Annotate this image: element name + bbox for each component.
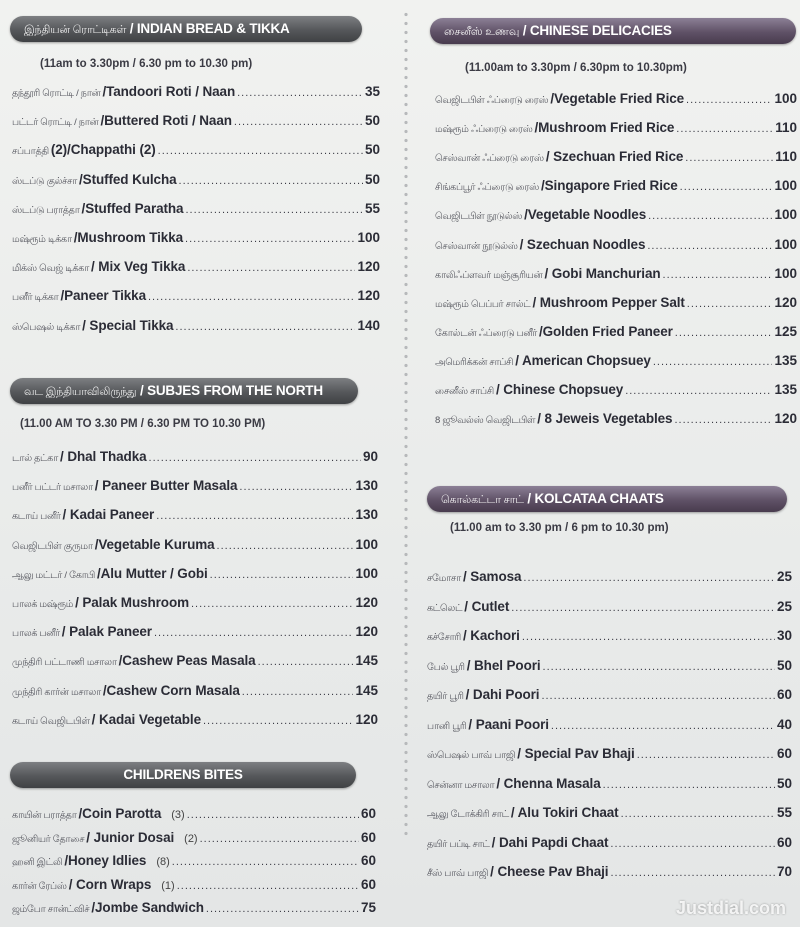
- menu-item: [427, 774, 792, 794]
- menu-item-tamil-name: ஸ்டப்டு பராத்தா: [12, 204, 80, 216]
- menu-item-name: /Alu Mutter / Gobi: [96, 565, 208, 581]
- dot-leader: [179, 171, 363, 191]
- menu-item-price: 35: [364, 84, 380, 99]
- dot-leader: [522, 627, 775, 647]
- menu-item-price: 90: [362, 449, 378, 464]
- column-divider: [403, 10, 409, 840]
- menu-item: [12, 199, 380, 219]
- dot-leader: [234, 112, 363, 132]
- north-header-title: / SUBJES FROM THE NORTH: [139, 383, 323, 398]
- menu-item: [12, 593, 378, 613]
- menu-item-name: /Stuffed Kulcha: [79, 171, 177, 187]
- menu-item-name: / Kadai Paneer: [62, 507, 155, 523]
- menu-item-tamil-name: கார்ன் ரேப்ஸ்: [12, 880, 67, 892]
- menu-item-price: 60: [360, 876, 376, 892]
- menu-item-quantity: (3): [171, 809, 185, 821]
- menu-item: [12, 505, 378, 525]
- menu-item-tamil-name: செஸ்வான் ஃப்ரைடு ரைஸ்: [435, 153, 544, 165]
- north-timing: (11.00 AM TO 3.30 PM / 6.30 PM TO 10.30 PM): [20, 418, 266, 430]
- north-header: [10, 378, 358, 404]
- menu-item: [12, 111, 380, 131]
- menu-item-tamil-name: வெஜிடபிள் குருமா: [12, 540, 93, 552]
- menu-item-name: / Chinese Chopsuey: [495, 382, 624, 397]
- menu-item: [12, 898, 376, 918]
- menu-item-tamil-name: தயிர் பப்டி சாட்: [427, 838, 490, 850]
- menu-item-name: /Vegetable Fried Rice: [550, 91, 685, 106]
- menu-item-name: / Paani Poori: [468, 716, 549, 732]
- menu-item-price: 130: [355, 478, 378, 494]
- menu-item-price: 60: [360, 806, 376, 821]
- menu-item-name: / Paneer Butter Masala: [94, 478, 238, 494]
- dot-leader: [675, 323, 773, 343]
- menu-item-price: 120: [355, 595, 378, 610]
- menu-item-name: /Mushroom Fried Rice: [534, 120, 675, 136]
- menu-item: [435, 293, 797, 313]
- menu-item-tamil-name: ஸ்பெஷல் டிக்கா: [12, 321, 81, 333]
- menu-item-tamil-name: கச்சோரி: [427, 632, 461, 643]
- menu-item: [435, 264, 797, 284]
- menu-item-price: 60: [360, 853, 376, 868]
- menu-item: [12, 564, 378, 584]
- menu-item-name: / Kachori: [462, 628, 520, 643]
- menu-item-name: / Palak Paneer: [61, 624, 152, 640]
- menu-item-tamil-name: கட்லெட்: [427, 602, 463, 614]
- dot-leader: [206, 899, 359, 919]
- menu-item-tamil-name: பாலக் பனீர்: [12, 628, 60, 640]
- menu-item-name: / Dahi Papdi Chaat: [491, 834, 609, 850]
- menu-item-tamil-name: பட்டர் ரொட்டி / நான்: [12, 117, 99, 129]
- menu-item-name: /Mushroom Tikka: [73, 230, 184, 245]
- menu-item-name: / Szechuan Fried Rice: [545, 149, 684, 165]
- chaats-timing: (11.00 am to 3.30 pm / 6 pm to 10.30 pm): [450, 522, 669, 534]
- menu-item-price: 50: [776, 657, 792, 673]
- menu-item-tamil-name: முந்திரி கார்ன் மசாலா: [12, 686, 101, 698]
- menu-item-price: 40: [776, 716, 792, 732]
- dot-leader: [686, 90, 772, 110]
- menu-item: [12, 622, 378, 642]
- menu-item-price: 145: [355, 653, 378, 669]
- menu-item-price: 110: [775, 120, 797, 136]
- menu-item-quantity: (8): [156, 856, 170, 868]
- menu-item-tamil-name: சப்பாத்தி: [12, 146, 49, 158]
- menu-item-tamil-name: ஆலு டோக்கிரி சாட்: [427, 809, 509, 820]
- menu-item: [12, 257, 380, 277]
- indian-bread-header: [10, 16, 362, 42]
- menu-item: [12, 140, 380, 160]
- menu-item-tamil-name: வெஜிடபிள் நூடுல்ஸ்: [435, 211, 523, 223]
- menu-item-name: /Honey Idlies: [64, 853, 147, 868]
- menu-item-price: 120: [355, 711, 378, 727]
- menu-item-price: 60: [360, 829, 376, 845]
- dot-leader: [239, 477, 353, 497]
- menu-item-price: 100: [774, 207, 797, 223]
- menu-item: [435, 205, 797, 225]
- menu-item-price: 70: [776, 864, 792, 879]
- dot-leader: [680, 177, 773, 197]
- menu-item: [427, 685, 792, 705]
- menu-item-price: 50: [776, 775, 792, 791]
- menu-item-tamil-name: பேல் பூரி: [427, 661, 465, 673]
- menu-item: [427, 862, 792, 882]
- chinese-header-title: / CHINESE DELICACIES: [522, 23, 672, 38]
- menu-item-name: /Singapore Fried Rice: [540, 178, 678, 194]
- dot-leader: [185, 229, 355, 249]
- dot-leader: [158, 141, 363, 161]
- menu-item: [12, 828, 376, 848]
- menu-item-tamil-name: மஷ்ரூம் ஃப்ரைடு ரைஸ்: [435, 124, 533, 136]
- menu-item-quantity: (1): [161, 879, 175, 892]
- menu-item-name: / Kadai Vegetable: [91, 711, 201, 727]
- childrens-header-title: CHILDRENS BITES: [123, 767, 243, 782]
- dot-leader: [191, 594, 353, 614]
- menu-item: [12, 651, 378, 671]
- menu-item-tamil-name: சீஸ் பாவ் பாஜி: [427, 868, 489, 879]
- dot-leader: [237, 83, 363, 103]
- dot-leader: [154, 623, 354, 643]
- childrens-header: [10, 762, 356, 788]
- menu-item: [427, 715, 792, 735]
- menu-item-tamil-name: கடாய் பனீர்: [12, 511, 61, 523]
- menu-item-name: / Dhal Thadka: [60, 449, 147, 464]
- menu-item: [427, 803, 792, 823]
- menu-item-name: (2)/Chappathi (2): [50, 142, 156, 158]
- menu-item-name: / Cheese Pav Bhaji: [490, 864, 609, 879]
- dot-leader: [203, 711, 353, 731]
- dot-leader: [217, 536, 354, 556]
- menu-item-price: 55: [364, 200, 380, 216]
- menu-item-price: 60: [776, 834, 792, 850]
- menu-item: [12, 875, 376, 895]
- menu-item: [427, 744, 792, 764]
- menu-item-tamil-name: தயிர் பூரி: [427, 691, 464, 702]
- menu-item-name: /Buttered Roti / Naan: [100, 113, 232, 129]
- menu-item-tamil-name: அமெரிக்கன் சாப்சி: [435, 356, 514, 368]
- dot-leader: [610, 863, 775, 883]
- dot-leader: [175, 317, 355, 337]
- menu-item: [12, 447, 378, 467]
- menu-item-price: 120: [355, 624, 378, 640]
- menu-item: [427, 567, 792, 587]
- menu-item-name: / Palak Mushroom: [75, 595, 189, 610]
- menu-item: [427, 626, 792, 646]
- menu-item-name: / Dahi Poori: [465, 687, 540, 702]
- menu-item-price: 100: [774, 91, 797, 106]
- menu-item: [12, 228, 380, 248]
- menu-item-tamil-name: செஸ்வான் நூடுல்ஸ்: [435, 240, 518, 252]
- menu-item: [427, 833, 792, 853]
- indian-bread-header-title: / INDIAN BREAD & TIKKA: [129, 21, 290, 36]
- menu-item: [427, 597, 792, 617]
- menu-item: [435, 147, 797, 167]
- menu-item-name: /Cashew Peas Masala: [118, 653, 256, 669]
- menu-item-tamil-name: தந்தூரி ரொட்டி / நான்: [12, 88, 101, 99]
- dot-leader: [621, 804, 775, 824]
- menu-item-price: 100: [774, 236, 797, 252]
- menu-item-price: 60: [776, 687, 792, 702]
- dot-leader: [647, 236, 772, 256]
- dot-leader: [258, 652, 354, 672]
- menu-item-name: / Samosa: [462, 569, 522, 584]
- menu-item-tamil-name: கடாய் வெஜிடபிள்: [12, 715, 90, 727]
- dot-leader: [685, 148, 773, 168]
- menu-item-price: 110: [775, 149, 797, 165]
- menu-item-price: 100: [774, 178, 797, 194]
- dot-leader: [637, 745, 775, 765]
- menu-item-price: 120: [774, 294, 797, 310]
- menu-item-name: /Coin Parotta: [78, 806, 162, 821]
- dot-leader: [523, 568, 775, 588]
- menu-item: [12, 804, 376, 824]
- menu-item-name: /Vegetable Noodles: [524, 207, 647, 223]
- menu-item-tamil-name: ஸ்பெஷல் பாவ் பாஜி: [427, 750, 516, 761]
- menu-item-price: 100: [357, 230, 380, 245]
- menu-item: [435, 409, 797, 429]
- menu-item-tamil-name: ஹனி இட்லி: [12, 857, 63, 868]
- chinese-header: [430, 18, 796, 44]
- menu-item-price: 50: [364, 171, 380, 187]
- menu-item-tamil-name: சிங்கப்பூர் ஃப்ரைடு ரைஸ்: [435, 182, 539, 194]
- menu-item-price: 120: [357, 259, 380, 275]
- menu-item-price: 135: [774, 382, 797, 397]
- dot-leader: [187, 258, 355, 278]
- menu-item-name: / Junior Dosai: [86, 829, 175, 845]
- menu-item-tamil-name: கோல்டன் ஃப்ரைடு பனீர்: [435, 327, 537, 339]
- dot-leader: [177, 876, 359, 896]
- menu-item-name: /Paneer Tikka: [60, 288, 146, 304]
- menu-item-tamil-name: பாலக் மஷ்ரூம்: [12, 599, 74, 610]
- menu-item-name: / Chenna Masala: [496, 775, 601, 791]
- menu-item-tamil-name: சமோசா: [427, 573, 461, 584]
- menu-item-name: / Mushroom Pepper Salt: [532, 294, 685, 310]
- menu-item-name: /Vegetable Kuruma: [94, 536, 215, 552]
- menu-item-tamil-name: டால் தட்கா: [12, 453, 59, 464]
- dot-leader: [172, 852, 359, 872]
- menu-item: [12, 535, 378, 555]
- menu-item-price: 50: [364, 113, 380, 129]
- menu-item-price: 100: [355, 536, 378, 552]
- menu-item-price: 50: [364, 142, 380, 158]
- dot-leader: [603, 775, 775, 795]
- menu-item: [12, 710, 378, 730]
- menu-item-price: 120: [774, 411, 797, 427]
- menu-item-name: /Cashew Corn Masala: [102, 682, 240, 698]
- dot-leader: [625, 381, 772, 401]
- menu-item-tamil-name: பானி பூரி: [427, 720, 467, 732]
- menu-item-tamil-name: பனீர் பட்டர் மசாலா: [12, 482, 93, 494]
- menu-item: [12, 476, 378, 496]
- menu-item-name: / Bhel Poori: [466, 657, 541, 673]
- menu-item-price: 30: [776, 628, 792, 643]
- menu-item-name: / Corn Wraps: [68, 876, 152, 892]
- menu-item-tamil-name: காலிஃப்ளவர் மஞ்சூரியன்: [435, 269, 543, 281]
- menu-item-tamil-name: ஸ்டப்டு குல்ச்சா: [12, 175, 78, 187]
- menu-item-price: 145: [355, 682, 378, 698]
- dot-leader: [148, 287, 355, 307]
- menu-item: [435, 176, 797, 196]
- menu-item-name: / Gobi Manchurian: [544, 265, 661, 281]
- menu-item-name: / Special Tikka: [82, 317, 174, 333]
- dot-leader: [200, 829, 359, 849]
- menu-item-price: 125: [774, 323, 797, 339]
- menu-item-tamil-name: ஜூனியர் தோசை: [12, 833, 85, 845]
- dot-leader: [187, 805, 359, 825]
- chinese-header-tamil: சைனீஸ் உணவு: [444, 26, 520, 38]
- menu-item-tamil-name: பனீர் டிக்கா: [12, 292, 59, 304]
- menu-item-price: 25: [776, 569, 792, 584]
- menu-item-tamil-name: 8 ஜூவல்ஸ் வெஜிடபிள்: [435, 415, 536, 427]
- dot-leader: [242, 682, 354, 702]
- menu-item-price: 75: [360, 900, 376, 915]
- menu-item-name: / Alu Tokiri Chaat: [510, 805, 619, 820]
- dot-leader: [663, 265, 773, 285]
- menu-item-tamil-name: முந்திரி பட்டாணி மசாலா: [12, 657, 117, 669]
- menu-item-price: 130: [355, 507, 378, 523]
- dot-leader: [156, 506, 353, 526]
- dot-leader: [210, 565, 354, 585]
- dot-leader: [543, 657, 775, 677]
- north-header-tamil: வட இந்தியாவிலிருந்து: [24, 386, 137, 398]
- menu-item-name: /Stuffed Paratha: [81, 200, 184, 216]
- menu-item-price: 100: [774, 265, 797, 281]
- menu-item-name: / Szechuan Noodles: [519, 236, 646, 252]
- dot-leader: [551, 716, 775, 736]
- menu-item-name: / Cutlet: [464, 598, 510, 614]
- menu-item-name: / Special Pav Bhaji: [517, 746, 635, 761]
- menu-item-name: / 8 Jeweis Vegetables: [537, 411, 673, 427]
- menu-item-name: /Jombe Sandwich: [91, 900, 204, 915]
- menu-item: [427, 656, 792, 676]
- chaats-header-title: / KOLCATAA CHAATS: [527, 491, 664, 506]
- dot-leader: [674, 410, 772, 430]
- menu-item-name: /Tandoori Roti / Naan: [102, 84, 236, 99]
- menu-item-tamil-name: சென்னா மசாலா: [427, 779, 495, 791]
- chaats-header: [427, 486, 787, 512]
- menu-item: [435, 322, 797, 342]
- menu-item: [12, 286, 380, 306]
- dot-leader: [610, 834, 775, 854]
- dot-leader: [648, 206, 772, 226]
- dot-leader: [541, 686, 775, 706]
- dot-leader: [511, 598, 775, 618]
- menu-item-price: 60: [776, 746, 792, 761]
- dot-leader: [149, 448, 361, 468]
- menu-item-price: 140: [357, 317, 380, 333]
- chinese-timing: (11.00am to 3.30pm / 6.30pm to 10.30pm): [465, 62, 687, 74]
- chaats-header-tamil: கொல்கட்டா சாட்: [441, 494, 524, 506]
- dot-leader: [185, 200, 363, 220]
- menu-item: [435, 380, 797, 400]
- watermark: Justdial.com: [675, 898, 786, 918]
- menu-item: [12, 851, 376, 871]
- indian-bread-timing: (11am to 3.30pm / 6.30 pm to 10.30 pm): [40, 58, 253, 70]
- menu-item-name: / American Chopsuey: [515, 352, 651, 368]
- menu-item-tamil-name: வெஜிடபிள் ஃப்ரைடு ரைஸ்: [435, 95, 549, 106]
- dot-leader: [676, 119, 773, 139]
- dot-leader: [687, 294, 773, 314]
- menu-item-name: / Mix Veg Tikka: [91, 259, 186, 275]
- menu-item: [12, 82, 380, 102]
- menu-item-tamil-name: மஷ்ரூம் பெப்பர் சால்ட்: [435, 298, 531, 310]
- menu-item-tamil-name: ஜம்போ சான்ட்விச்: [12, 904, 90, 915]
- menu-item-tamil-name: ஆலு மட்டர் / கோபி: [12, 569, 95, 581]
- menu-item-price: 100: [355, 565, 378, 581]
- menu-item: [435, 351, 797, 371]
- menu-item-price: 55: [776, 805, 792, 820]
- menu-item: [435, 118, 797, 138]
- menu-item: [435, 235, 797, 255]
- dot-leader: [653, 352, 773, 372]
- menu-item-price: 135: [774, 352, 797, 368]
- menu-item: [12, 170, 380, 190]
- menu-item-tamil-name: சைனீஸ் சாப்சி: [435, 386, 494, 397]
- menu-item-tamil-name: காயின் பராத்தா: [12, 810, 77, 821]
- indian-bread-header-tamil: இந்தியன் ரொட்டிகள்: [24, 24, 127, 36]
- menu-item-quantity: (2): [184, 832, 198, 845]
- menu-item-name: /Golden Fried Paneer: [538, 323, 673, 339]
- menu-item: [12, 681, 378, 701]
- menu-item-price: 25: [776, 598, 792, 614]
- menu-item: [12, 316, 380, 336]
- menu-item-price: 120: [357, 288, 380, 304]
- menu-item: [435, 89, 797, 109]
- menu-item-tamil-name: மிக்ஸ் வெஜ் டிக்கா: [12, 263, 89, 275]
- menu-item-tamil-name: மஷ்ரூம் டிக்கா: [12, 234, 72, 245]
